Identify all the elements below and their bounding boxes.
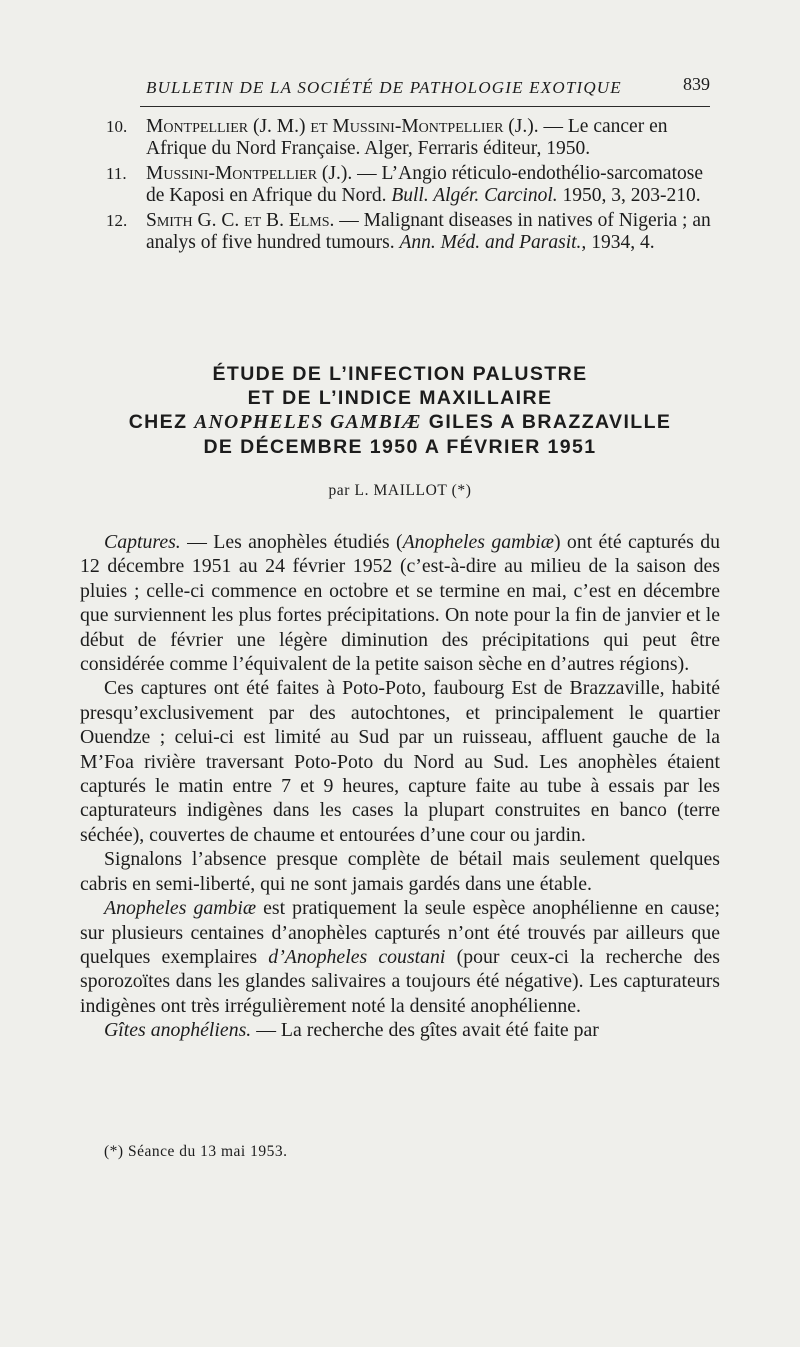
title-fragment: GILES A BRAZZAVILLE <box>421 411 672 433</box>
reference-list <box>106 116 718 257</box>
reference-text: — Malignant diseases in natives of Nigeria ; an analys of five hundred tumours. <box>146 210 711 253</box>
species-name: d’Anopheles coustani <box>268 945 446 968</box>
reference-journal: Ann. Méd. and Parasit., <box>399 232 587 253</box>
reference-authors: Smith G. C. et B. Elms. <box>146 210 335 231</box>
reference-number: 12. <box>106 211 128 230</box>
reference-item <box>106 163 718 207</box>
paragraph <box>80 530 720 676</box>
title-species: ANOPHELES GAMBIÆ <box>194 412 422 433</box>
title-fragment: CHEZ <box>128 411 195 433</box>
paragraph <box>80 1018 720 1042</box>
reference-authors: Montpellier (J. M.) et Mussini-Montpellier (J.). <box>146 116 539 137</box>
section-label: Captures. <box>104 531 181 553</box>
paragraph: Signalons l’absence presque complète de bétail mais seulement quelques cabris en semi-liberté, qui ne sont jamais gardés dans une étable. <box>80 848 720 895</box>
section-label: Gîtes anophéliens. <box>104 1019 252 1042</box>
paragraph <box>80 896 720 1018</box>
article-title <box>110 362 690 459</box>
paragraph-text: — La recherche des gîtes avait été faite par <box>251 1019 599 1042</box>
title-line: DE DÉCEMBRE 1950 A FÉVRIER 1951 <box>203 436 597 458</box>
reference-text: — L’Angio réticulo-endothélio-sarcomatose de Kaposi en Afrique du Nord. <box>146 163 703 206</box>
paragraph-text: est pratiquement la seule espèce anophélienne en cause; sur plusieurs centaines d’anophèles capturés n’ont été trouvés par ailleurs que quelques exemplaires <box>80 897 721 968</box>
paragraph-text: ) ont été capturés du 12 décembre 1951 au 24 février 1952 (c’est-à-dire au milieu de la saison des pluies ; celle-ci commence en octobre et se termine en mai, c’est en décembre que surviennent les plus fortes précipitations. On note pour la fin de janvier et le début de février une légère diminution des précipitations qui peut être considérée comme l’équivalent de la petite saison sèche en d’autres régions). <box>80 531 720 676</box>
reference-number: 11. <box>106 164 127 183</box>
species-name: Anopheles gambiæ <box>104 897 257 920</box>
reference-number: 10. <box>106 117 128 136</box>
reference-item <box>106 116 718 160</box>
journal-title: BULLETIN DE LA SOCIÉTÉ DE PATHOLOGIE EXOTIQUE <box>146 78 622 97</box>
reference-text: — Le cancer en Afrique du Nord Française. Alger, Ferraris éditeur, 1950. <box>146 116 668 159</box>
footnote: (*) Séance du 13 mai 1953. <box>104 1143 288 1160</box>
reference-authors: Mussini-Montpellier (J.). <box>146 163 353 184</box>
reference-tail: 1950, 3, 203-210. <box>557 185 701 206</box>
reference-tail: 1934, 4. <box>586 232 655 253</box>
article-body <box>80 530 720 1043</box>
author-byline: par L. MAILLOT (*) <box>328 482 472 499</box>
title-line <box>110 410 690 435</box>
title-line: ET DE L’INDICE MAXILLAIRE <box>247 387 553 409</box>
title-line: ÉTUDE DE L’INFECTION PALUSTRE <box>212 363 588 385</box>
reference-journal: Bull. Algér. Carcinol. <box>391 185 558 206</box>
reference-item <box>106 210 718 254</box>
running-header <box>140 76 710 107</box>
species-name: Anopheles gambiæ <box>402 531 554 553</box>
page-number: 839 <box>683 74 710 94</box>
paragraph: Ces captures ont été faites à Poto-Poto, faubourg Est de Brazzaville, habité presqu’exclusivement par des autochtones, et principalement le quartier Ouendze ; celui-ci est limité au Sud par un ruisseau, affluent gauche de la M’Foa rivière traversant Poto-Poto du Nord au Sud. Les anophèles étaient capturés le matin entre 7 et 9 heures, capture faite au tube à essais par les capturateurs indigènes dans les cases la plupart construites en banco (terre séchée), couvertes de chaume et entourées d’une cour ou jardin. <box>80 677 720 846</box>
paragraph-text: — Les anophèles étudiés ( <box>180 531 403 553</box>
paragraph-text: (pour ceux-ci la recherche des sporozoïtes dans les glandes salivaires a toujours été négative). Les capturateurs indigènes ont très irrégulièrement noté la densité anophélienne. <box>80 945 720 1017</box>
